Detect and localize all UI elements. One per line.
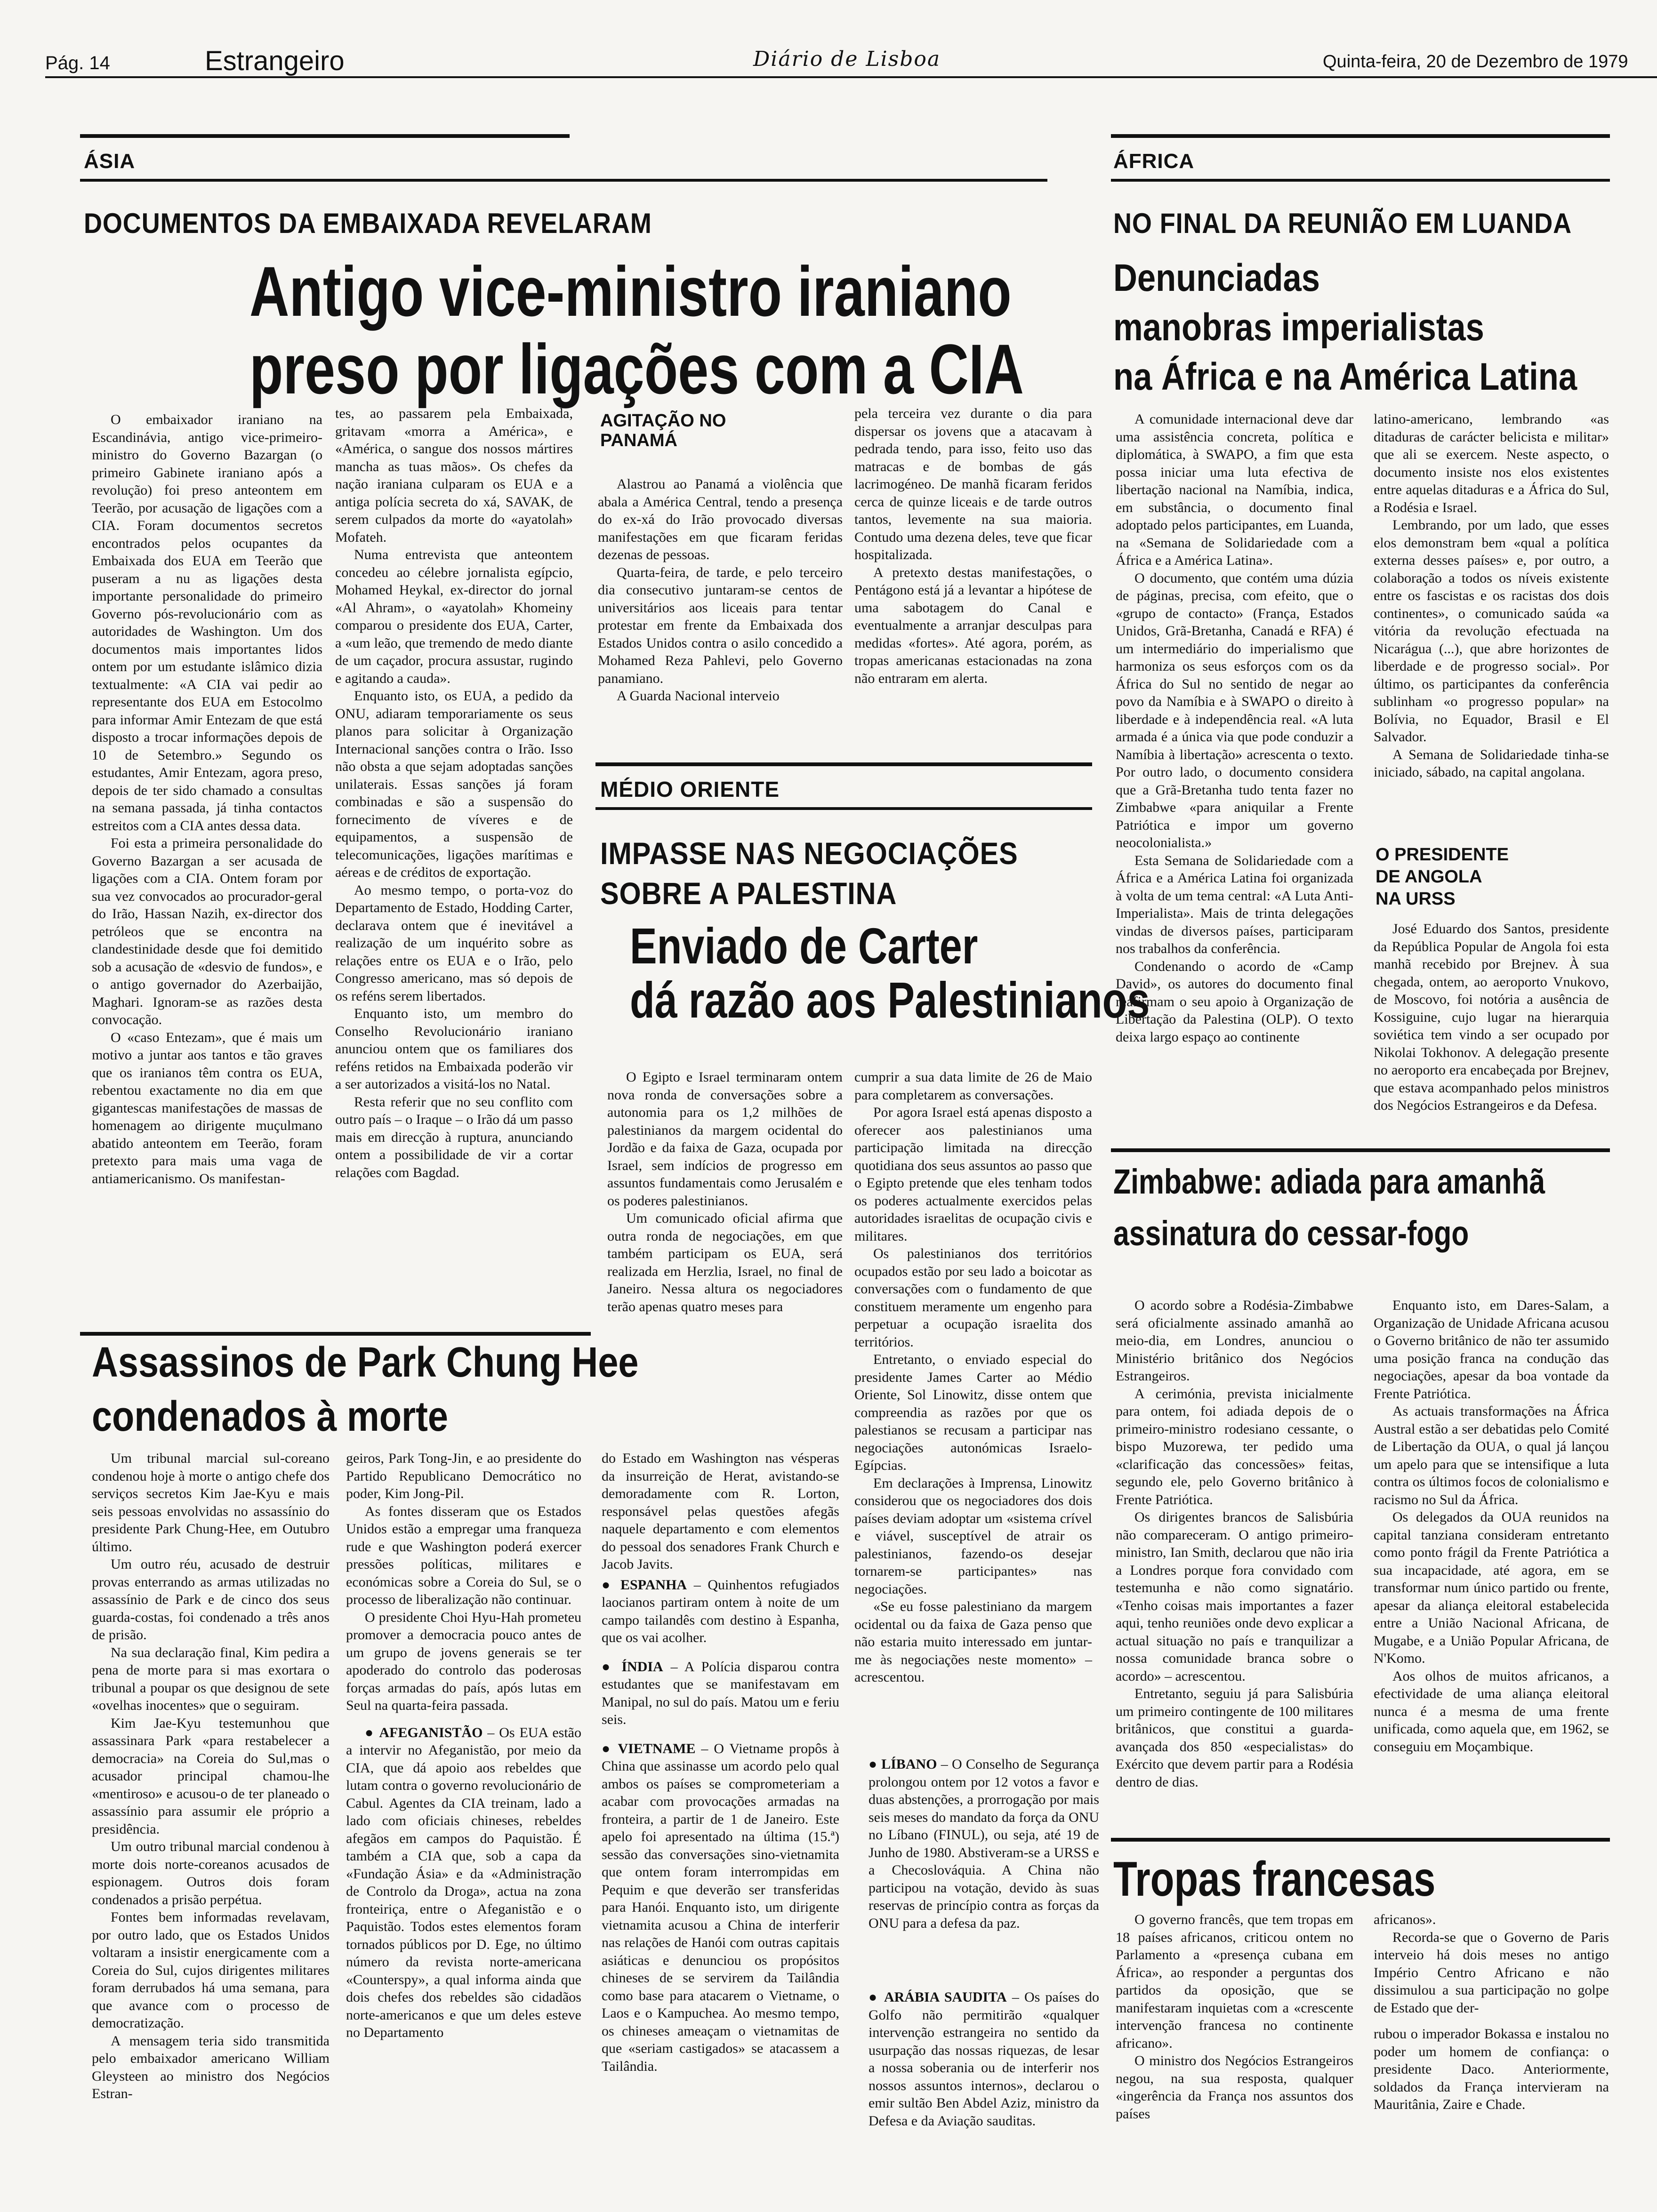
paragraph: Enquanto isto, em Dares-Salam, a Organização de Unidade Africana acusou o Governo britânico de não ter assumido uma posição franca na condução das negociações, apesar da boa vontade da Frente Patriótica.: [1374, 1298, 1609, 1402]
angola-column: [1374, 920, 1609, 1114]
bullet-icon: ●: [602, 1740, 618, 1756]
spain-text: – Quinhentos refugiados laocianos partiram ontem à noite de um campo tailandês com destino à Espanha, que os vai acolher.: [602, 1577, 840, 1645]
paragraph: O governo francês, que tem tropas em 18 países africanos, criticou ontem no Parlamento a «presença cubana em África», ao responder a perguntas dos partidos da oposição, que se manifestaram inquietas com a «crescente intervenção francesa no continente africano».: [1116, 1912, 1353, 2051]
paragraph: A pretexto destas manifestações, o Pentágono está já a levantar a hipótese de uma sabotagem do Canal e eventualmente a arranjar desculpas para medidas «fortes». Até agora, porém, as tropas americanas estacionadas na zona não entraram em alerta.: [854, 564, 1092, 686]
zimbabwe-column-2: [1374, 1297, 1609, 1755]
afghanistan-label: AFEGANISTÃO: [379, 1724, 483, 1740]
paragraph: Ao mesmo tempo, o porta-voz do Departamento de Estado, Hodding Carter, declarava ontem que é inevitável a realização de um inquérito sobre as relações entre os EUA e o Irão, pelo Congresso americano, mas só depois de os reféns serem libertados.: [335, 882, 573, 1004]
paragraph: latino-americano, lembrando «as ditaduras de carácter belicista e militar» que ali se exercem. Neste aspecto, o documento insiste nos elos existentes entre aquelas ditaduras e a África do Sul, a Rodésia e Israel.: [1374, 411, 1609, 515]
paragraph: rubou o imperador Bokassa e instalou no poder um homem de confiança: o presidente Daco. Anteriormente, soldados da França intervieram na Mauritânia, Zaire e Chade.: [1374, 2026, 1609, 2112]
africa-column-2: [1374, 410, 1609, 781]
paragraph: O ministro dos Negócios Estrangeiros negou, na sua resposta, qualquer «ingerência da França nos assuntos dos países: [1116, 2053, 1353, 2122]
paragraph: Enquanto isto, um membro do Conselho Revolucionário iraniano anunciou ontem que os familiares dos reféns retidos na Embaixada poderão vir a ser autorizados a visitá-los no Natal.: [335, 1006, 573, 1092]
africa-column-1: [1116, 410, 1353, 1046]
paragraph: A cerimónia, prevista inicialmente para ontem, foi adiada depois de o primeiro-ministro rodesiano cessante, o bispo Muzorewa, ter pedido uma «clarificação das concessões» feitas, segundo ele, pelo Governo britânico à Frente Patriótica.: [1116, 1386, 1353, 1507]
vietnam-label: VIETNAME: [618, 1740, 696, 1756]
africa-rule-section: [1111, 179, 1610, 182]
asia-column-2: [335, 405, 573, 1181]
paragraph: O acordo sobre a Rodésia-Zimbabwe será oficialmente assinado amanhã ao meio-dia, em Londres, anunciou o Ministério britânico dos Negócios Estrangeiros.: [1116, 1298, 1353, 1384]
asia-headline-line2: preso por ligações com a CIA: [249, 329, 1024, 409]
paragraph: Recorda-se que o Governo de Paris interveio há dois meses no antigo Império Centro Africano e não dissimulou a sua participação no golpe de Estado que der-: [1374, 1929, 1609, 2016]
paragraph: Aos olhos de muitos africanos, a efectividade de uma aliança eleitoral nunca é a mesma de uma frente unificada, como aquela que, em 1962, se conseguiu em Moçambique.: [1374, 1668, 1609, 1755]
park-column-1: [92, 1450, 330, 2103]
india-label: ÍNDIA: [621, 1659, 663, 1675]
paragraph: O «caso Entezam», que é mais um motivo a juntar aos tantos e tão graves que os iranianos têm contra os EUA, rebentou exactamente no dia em que gigantescas manifestações de massas de homenagem ao dirigente muçulmano abatido anteontem em Teerão, foram pretexto para mais uma vaga de antiamericanismo. Os manifestan-: [92, 1029, 322, 1186]
bullet-icon: ●: [602, 1577, 620, 1593]
middle-east-headline-2: dá razão aos Palestinianos: [630, 971, 1150, 1028]
bullet-icon: ●: [869, 1989, 884, 2005]
africa-section-label: ÁFRICA: [1113, 150, 1195, 173]
paragraph: A Semana de Solidariedade tinha-se iniciado, sábado, na capital angolana.: [1374, 746, 1609, 780]
lebanon-text: – O Conselho de Segurança prolongou ontem por 12 votos a favor e duas abstenções, a prorrogação por mais seis meses do mandato da força da ONU no Líbano (FINUL), ou seja, até 19 de Junho de 1980. Abstiveram-se a URSS e a Checoslováquia. A China não participou na votação, devido às suas reservas de princípio contra as forças da ONU para a defesa da paz.: [869, 1756, 1099, 1931]
paragraph: Entretanto, o enviado especial do presidente James Carter ao Médio Oriente, Sol Linowitz, disse ontem que compreendia as razões por que os palestianos se recusam a participar nas negociações autonómicas Israelo-Egípcias.: [854, 1352, 1092, 1473]
paragraph: O Egipto e Israel terminaram ontem nova ronda de conversações sobre a autonomia para os 1,2 milhões de palestinianos da margem ocidental do Jordão e da faixa de Gaza, ocupada por Israel, sem indícios de progresso em assuntos fundamentais como Jerusalém e os poderes palestinianos.: [607, 1069, 843, 1209]
zimbabwe-column-1: [1116, 1297, 1353, 1791]
paragraph: Por agora Israel está apenas disposto a oferecer aos palestinianos uma participação limitada na direcção quotidiana dos seus assuntos ao passo que o Egipto pretende que eles tenham todos os poderes actualmente exercidos pelas autoridades israelitas de ocupação civis e militares.: [854, 1105, 1092, 1244]
paragraph: A comunidade internacional deve dar uma assistência concreta, política e diplomática, à SWAPO, a fim que esta possa iniciar uma luta efectiva de libertação nacional na Namíbia, indica, em substância, o documento final adoptado pelos participantes, em Luanda, na «Semana de Solidariedade com a África e a América Latina».: [1116, 411, 1353, 568]
paragraph: «Se eu fosse palestiniano da margem ocidental ou da faixa de Gaza penso que não estaria muito interessado em juntar-me às negociações neste momento» – acrescentou.: [854, 1599, 1092, 1685]
page-number: Pág. 14: [45, 53, 110, 73]
paragraph: Os dirigentes brancos de Salisbúria não compareceram. O antigo primeiro-ministro, Ian Smith, declarou que não iria a Londres porque fora convidado com testemunha e não como signatário. «Tenho coisas mais importantes a fazer aqui, tenho reuniões onde devo explicar a actual situação no país e tranquilizar a nossa comunidade branca sobre o acordo» – acrescentou.: [1116, 1509, 1353, 1684]
paragraph: Condenando o acordo de «Camp David», os autores do documento final reafirmam o seu apoio à Organização de Libertação da Palestina (OLP). O texto deixa largo espaço ao continente: [1116, 958, 1353, 1045]
paragraph: Lembrando, por um lado, que esses elos demonstram bem «qual a política externa desses países» e, por outro, a colaboração a todos os níveis existente entre os fascistas e os racistas dos dois continentes», o comunicado saúda «a vitória da revolução efectuada na Nicarágua (...), que abre horizontes de liberdade e de progresso social». Por último, os participantes da conferência sublinham «o progresso popular» na Bolívia, no Equador, Brasil e El Salvador.: [1374, 517, 1609, 745]
issue-date: Quinta-feira, 20 de Dezembro de 1979: [1323, 52, 1628, 72]
africa-headline-3: na África e na América Latina: [1113, 355, 1577, 398]
afghanistan-text: – Os EUA estão a intervir no Afeganistão, por meio da CIA, que dá apoio aos rebeldes que lutam contra o governo revolucionário de Cabul. Agentes da CIA treinam, lado a lado com oficiais chineses, rebeldes afegãos em campos do Paquistão. É também a CIA que, sob a capa da «Fundação Ásia» e da «Administração de Controlo da Droga», actua na zona fronteiriça, entre o Afeganistão e o Paquistão. Todos estes elementos foram tornados públicos por D. Ege, no último número da revista norte-americana «Counterspy», a qual informa ainda que dois chefes dos rebeldes são cidadãos norte-americanos e que um deles esteve no Departamento: [346, 1724, 581, 2040]
middle-east-section-label: MÉDIO ORIENTE: [600, 777, 780, 801]
paragraph: Um outro réu, acusado de destruir provas enterrando as armas utilizadas no assassínio de Park e de cinco dos seus guarda-costas, foi condenado a três anos de prisão.: [92, 1556, 330, 1643]
paragraph: do Estado em Washington nas vésperas da insurreição de Herat, avistando-se demoradamente com R. Lorton, responsável pelas questões afegãs naquele departamento e com elementos do pessoal dos senadores Frank Church e Jacob Javits.: [602, 1451, 839, 1572]
angola-subhead-2: DE ANGOLA: [1375, 867, 1482, 887]
paragraph: tes, ao passarem pela Embaixada, gritavam «morra a América», e «América, o sangue dos nossos mártires mancha as tuas mãos». Os chefes da nação iraniana culparam os EUA e a antiga polícia secreta do xá, SAVAK, de serem culpados da morte do «ayatolah» Mofateh.: [335, 406, 573, 545]
africa-kicker: NO FINAL DA REUNIÃO EM LUANDA: [1113, 208, 1572, 239]
paragraph: Foi esta a primeira personalidade do Governo Bazargan a ser acusada de ligações com a CIA. Ontem foram por sua vez convocados ao procurador-geral do Irão, Hassan Nazih, ex-director dos petróleos que se encontra na clandestinidade desde que foi demitido sob a acusação de «desvio de fundos», e o antigo governador do Azerbaijão, Maghari. Ignoram-se as razões desta convocação.: [92, 835, 322, 1027]
masthead-rule: [45, 76, 1657, 78]
park-column-2: [346, 1450, 581, 2042]
middle-east-column-1: [607, 1068, 843, 1315]
zimbabwe-headline-1: Zimbabwe: adiada para amanhã: [1113, 1162, 1545, 1201]
paragraph: Um comunicado oficial afirma que outra ronda de negociações, em que também participam os EUA, será realizada em Herzlia, Israel, no final de Janeiro. Nessa altura os negociadores terão apenas quatro meses para: [607, 1210, 843, 1314]
asia-headline-line1: Antigo vice-ministro iraniano: [249, 252, 1012, 331]
saudi-text: – Os países do Golfo não permitirão «qualquer intervenção estrangeira no sentido da usurpação das nossas riquezas, de lesar a nossa soberania ou de interferir nos nossos assuntos internos», declarou o emir sultão Ben Abdel Aziz, ministro da Defesa e da Aviação sauditas.: [869, 1989, 1099, 2129]
newspaper-logo: Diário de Lisboa: [753, 47, 941, 71]
paragraph: Quarta-feira, de tarde, e pelo terceiro dia consecutivo juntaram-se centos de universitários aos liceais para tentar protestar em frente da Embaixada dos Estados Unidos contra o asilo concedido a Mohamed Reza Pahlevi, pelo Governo panamiano.: [598, 564, 843, 686]
paragraph: A mensagem teria sido transmitida pelo embaixador americano William Gleysteen ao ministro dos Negócios Estran-: [92, 2033, 330, 2101]
paragraph: Enquanto isto, os EUA, a pedido da ONU, adiaram temporariamente os seus planos para solicitar à Organização Internacional sanções contra o Irão. Isso não obsta a que sejam adoptadas sanções unilaterais. Essas sanções já foram combinadas e são a suspensão do fornecimento de víveres e de equipamentos, a suspensão de telecomunicações, ligações marítimas e aéreas e de créditos de exportação.: [335, 688, 573, 880]
middle-east-headline-1: Enviado de Carter: [630, 917, 978, 974]
panama-column-1: [598, 475, 843, 705]
paragraph: Na sua declaração final, Kim pedira a pena de morte para si mas exortara o tribunal a poupar os que designou de sete «ovelhas inocentes» que o seguiram.: [92, 1644, 330, 1713]
asia-column-1: [92, 411, 322, 1187]
india-item: [602, 1658, 839, 1729]
africa-headline-2: manobras imperialistas: [1113, 306, 1484, 349]
paragraph: As actuais transformações na África Austral estão a ser debatidas pelo Comité de Libertação da OUA, o qual já lançou um apelo para que se intensifique a luta contra os últimos focos de colonialismo e racismo no Sul da África.: [1374, 1403, 1609, 1507]
asia-rule-top: [80, 134, 570, 138]
paragraph: O documento, que contém uma dúzia de páginas, precisa, com efeito, que o «grupo de contacto» (França, Estados Unidos, Grã-Bretanha, Canadá e RFA) é um intermediário do imperialismo que harmoniza os seus esforços com os da África do Sul no sentido de negar ao povo da Namíbia e à SWAPO o direito à liberdade e à independência real. «A luta armada é a única via que pode conduzir a Namíbia à libertação» acrescenta o texto. Por outro lado, o documento considera que a Grã-Bretanha tudo tenta fazer no Zimbabwe «para aniquilar a Frente Patriótica e impor um governo neocolonialista.»: [1116, 570, 1353, 850]
asia-section-label: ÁSIA: [84, 150, 136, 173]
paragraph: Kim Jae-Kyu testemunhou que assassinara Park «para restabelecer a democracia» na Coreia do Sul,mas o acusador principal chamou-lhe «mentiroso» e acusou-o de ter planeado o assassínio para assumir ele próprio a presidência.: [92, 1715, 330, 1837]
middle-east-rule-top: [595, 762, 1092, 766]
middle-east-rule: [595, 807, 1092, 810]
paragraph: Numa entrevista que anteontem concedeu ao célebre jornalista egípcio, Mohamed Heykal, ex-director do jornal «Al Ahram», o «ayatolah» Khomeiny comparou o presidente dos EUA, Carter, a «um leão, que tremendo de medo diante de um caçador, procura assustar, rugindo e agitando a cauda».: [335, 547, 573, 686]
asia-rule-section: [80, 179, 1047, 182]
bullet-icon: ●: [602, 1659, 622, 1675]
paragraph: Entretanto, seguiu já para Salisbúria um primeiro contingente de 100 militares britânicos, que constitui a guarda-avançada dos 850 «especialistas» do Exército que devem partir para a Rodésia dentro de dias.: [1116, 1686, 1353, 1790]
paragraph: Alastrou ao Panamá a violência que abala a América Central, tendo a presença do ex-xá do Irão provocado diversas manifestações em que ficaram feridas dezenas de pessoas.: [598, 476, 843, 562]
paragraph: Esta Semana de Solidariedade com a África e a América Latina foi organizada à volta de um tema central: «A Luta Anti-Imperialista». Mais de trinta delegações vindas de diversos países, participaram nos trabalhos da conferência.: [1116, 852, 1353, 956]
tropas-headline: Tropas francesas: [1113, 1852, 1436, 1907]
africa-rule-top: [1111, 134, 1610, 138]
panama-subhead: AGITAÇÃO NO PANAMÁ: [600, 411, 726, 450]
vietnam-text: – O Vietname propôs à China que assinasse um acordo pelo qual ambos os países se comprometeriam a acabar com provocações armadas na fronteira, a partir de 1 de Janeiro. Este apelo foi apresentado na última (15.ª) sessão das conversações sino-vietnamita que ontem foram interrompidas em Pequim e que deverão ser transferidas para Hanói. Enquanto isto, um dirigente vietnamita acusou a China de interferir nas relações de Hanói com outras capitais asiáticas e denunciou os propósitos chineses de se servirem da Tailândia como base para atacarem o Vietname, o Laos e o Kampuchea. Ao mesmo tempo, os chineses ameaçam o vietnamitas de que «seriam castigados» se atacassem a Tailândia.: [602, 1740, 840, 2074]
paragraph: Um outro tribunal marcial condenou à morte dois norte-coreanos acusados de espionagem. Outros dois foram condenados a prisão perpétua.: [92, 1839, 330, 1907]
paragraph: Os delegados da OUA reunidos na capital tanziana consideram entretanto como ponto frágil da Frente Patriótica a sua incapacidade, até agora, em se transformar num único partido ou frente, apesar da aliança eleitoral estabelecida entre a União Nacional Africana, de Mugabe, e a União Popular Africana, de N'Komo.: [1374, 1509, 1609, 1666]
middle-east-column-2: [854, 1068, 1092, 1686]
middle-east-kicker-2: SOBRE A PALESTINA: [600, 876, 897, 911]
zimbabwe-headline-2: assinatura do cessar-fogo: [1113, 1214, 1469, 1253]
lebanon-label: LÍBANO: [881, 1756, 937, 1772]
angola-subhead-1: O PRESIDENTE: [1375, 845, 1509, 865]
park-column-3: [602, 1450, 839, 2075]
paragraph: Um tribunal marcial sul-coreano condenou hoje à morte o antigo chefe dos serviços secretos Kim Jae-Kyu e mais seis pessoas envolvidas no assassínio do presidente Park Chung-Hee, em Outubro último.: [92, 1451, 330, 1555]
saudi-label: ARÁBIA SAUDITA: [884, 1989, 1007, 2005]
park-headline-2: condenados à morte: [92, 1393, 448, 1440]
india-text: – A Polícia disparou contra estudantes que se manifestavam em Manipal, no sul do país. Matou um e feriu seis.: [602, 1659, 839, 1727]
afghanistan-item: [346, 1724, 581, 2042]
paragraph: Os palestinianos dos territórios ocupados estão por seu lado a boicotar as conversações com o fundamento de que constituem meramente um engenho para perpetuar a ocupação israelita dos territórios.: [854, 1246, 1092, 1350]
middle-east-kicker-1: IMPASSE NAS NEGOCIAÇÕES: [600, 836, 1018, 871]
park-rule: [80, 1332, 591, 1336]
saudi-item: [869, 1988, 1099, 2130]
paragraph: O presidente Choi Hyu-Hah prometeu promover a democracia pouco antes de um grupo de jovens generais se ter apoderado do controlo das poderosas forças armadas do país, após lutas em Seul na quarta-feira passada.: [346, 1609, 581, 1713]
tropas-rule: [1111, 1838, 1610, 1842]
tropas-column-1: [1116, 1911, 1353, 2123]
park-headline-1: Assassinos de Park Chung Hee: [92, 1339, 639, 1386]
paragraph: A Guarda Nacional interveio: [617, 688, 780, 704]
paragraph: As fontes disseram que os Estados Unidos estão a empregar uma franqueza rude e que Washington poderá exercer pressões políticas, militares e económicas sobre a Coreia do Sul, se o processo de liberalização não continuar.: [346, 1503, 581, 1607]
lebanon-item: [869, 1755, 1099, 1932]
spain-label: ESPANHA: [620, 1577, 687, 1593]
vietnam-item: [602, 1740, 839, 2076]
paragraph: pela terceira vez durante o dia para dispersar os jovens que a atacavam à pedrada tendo, para isso, feito uso das matracas e de bombas de gás lacrimogéneo. De manhã ficaram feridos cerca de quinze liceais e de tarde outros tantos, levemente na sua maioria. Contudo uma dezena deles, teve que ficar hospitalizada.: [854, 406, 1092, 562]
tropas-column-2: [1374, 1911, 1609, 2114]
paragraph: Resta referir que no seu conflito com outro país – o Iraque – o Irão dá um passo mais em direcção à ruptura, anunciando ontem a possibilidade de vir a cortar relações com Bagdad.: [335, 1094, 573, 1180]
africa-headline-1: Denunciadas: [1113, 256, 1320, 299]
paragraph: geiros, Park Tong-Jin, e ao presidente do Partido Republicano Democrático no poder, Kim Jong-Pil.: [346, 1451, 581, 1501]
zimbabwe-rule: [1111, 1148, 1610, 1152]
paragraph: africanos».: [1374, 1912, 1436, 1927]
bullet-icon: ●: [365, 1724, 379, 1740]
angola-subhead-3: NA URSS: [1375, 889, 1456, 909]
paragraph: cumprir a sua data limite de 26 de Maio para completarem as conversações.: [854, 1069, 1092, 1103]
paragraph: José Eduardo dos Santos, presidente da República Popular de Angola foi esta manhã recebido por Brejnev. À sua chegada, ontem, ao aeroporto Vnukovo, de Moscovo, foi notória a ausência de Kossiguine, cujo lugar na hierarquia soviética tem vindo a ser ocupado por Nikolai Tokhonov. A delegação presente no aeroporto era encabeçada por Brejnev, que estava acompanhado pelos ministros dos Negócios Estrangeiros e da Defesa.: [1374, 921, 1609, 1113]
paragraph: O embaixador iraniano na Escandinávia, antigo vice-primeiro-ministro do Governo Bazargan (o primeiro Gabinete iraniano após a revolução) foi preso anteontem em Teerão, por acusação de ligações com a CIA. Foram documentos secretos encontrados pelos ocupantes da Embaixada dos EUA em Teerão que puseram a nu as ligações desta importante personalidade do primeiro Governo pós-revolucionário com as autoridades de Washington. Um dos documentos mais importantes lidos ontem por um estudante islâmico dizia textualmente: «A CIA vai pedir ao representante dos EUA em Estocolmo para informar Amir Entezam de que está disposto a trocar informações depois de 10 de Setembro.» Segundo os estudantes, Amir Entezam, agora preso, depois de ter sido chamado a consultas na semana passada, já tinha contactos estreitos com a CIA antes dessa data.: [92, 412, 322, 834]
bullet-icon: ●: [869, 1756, 882, 1772]
paragraph: Em declarações à Imprensa, Linowitz considerou que os negociadores dos dois países deviam adoptar um «sistema crível e viável, susceptível de atrair os palestinianos, fazendo-os desejar tornarem-se participantes» nas negociações.: [854, 1475, 1092, 1597]
paragraph: Fontes bem informadas revelavam, por outro lado, que os Estados Unidos voltaram a insistir energicamente com a Coreia do Sul, cujos dirigentes militares foram derrubados há uma semana, para que avance com o processo de democratização.: [92, 1909, 330, 2031]
section-title: Estrangeiro: [205, 46, 345, 76]
spain-item: [602, 1576, 839, 1647]
panama-column-2: [854, 405, 1092, 687]
asia-kicker: DOCUMENTOS DA EMBAIXADA REVELARAM: [84, 208, 652, 239]
